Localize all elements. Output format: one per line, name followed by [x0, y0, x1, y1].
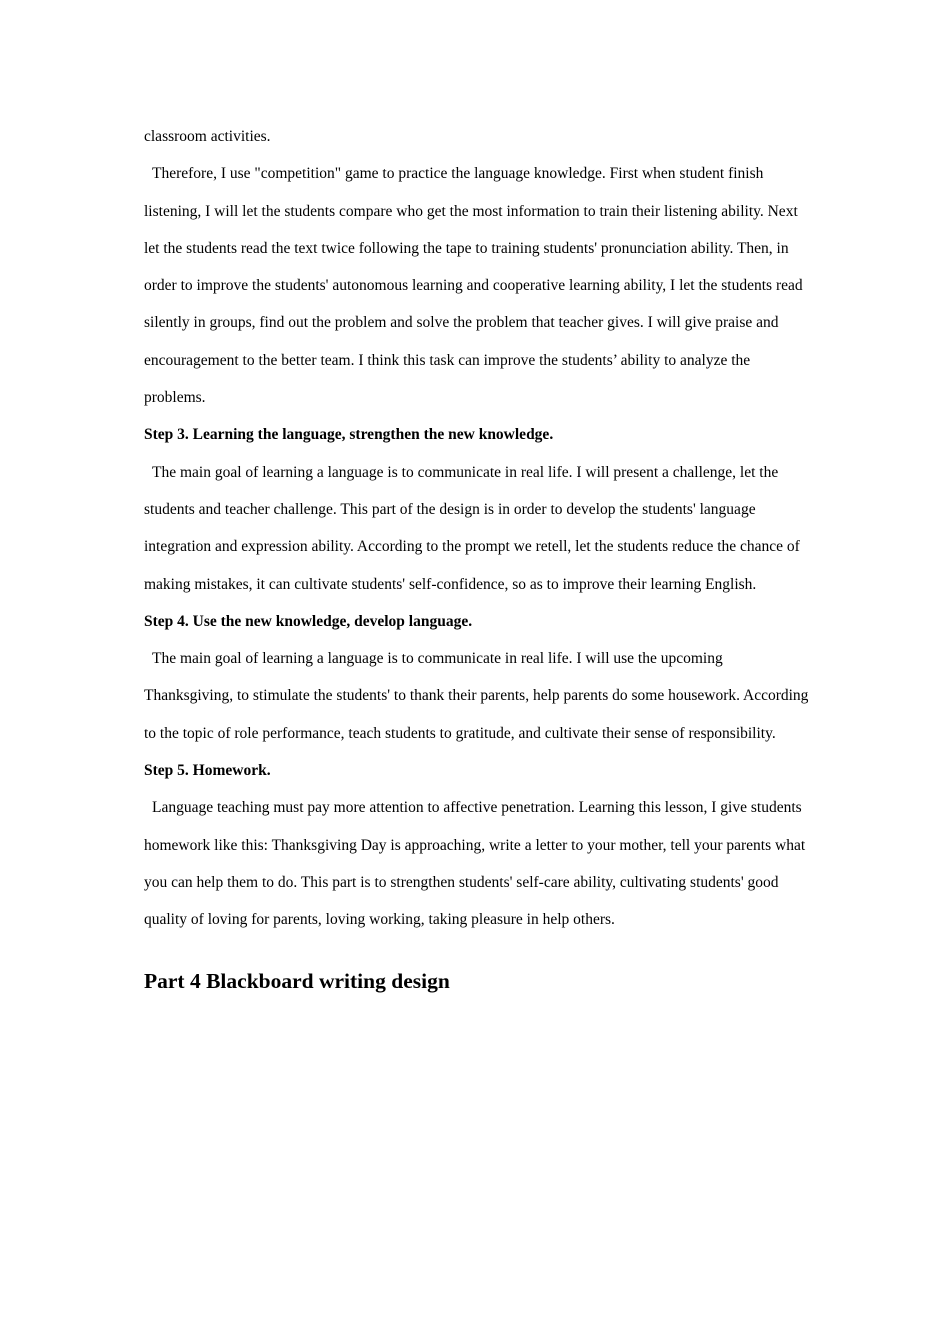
step4-heading: Step 4. Use the new knowledge, develop language.	[144, 612, 473, 630]
document-page	[144, 118, 813, 1001]
step4-paragraph: The main goal of learning a language is to communicate in real life. I will use the upcoming Thanksgiving, to stimulate the students' to thank their parents, help parents do some housework. According to the topic of role performance, teach students to gratitude, and cultivate their sense of responsibility.	[144, 650, 813, 742]
part4-heading: Part 4 Blackboard writing design	[144, 968, 450, 993]
step3-heading: Step 3. Learning the language, strengthen the new knowledge.	[144, 426, 554, 444]
step3-paragraph: The main goal of learning a language is to communicate in real life. I will present a challenge, let the students and teacher challenge. This part of the design is in order to develop the students' language integration and expression ability. According to the prompt we retell, let the students reduce the chance of making mistakes, it can cultivate students' self-confidence, so as to improve their learning English.	[144, 463, 804, 593]
opening-fragment: classroom activities.	[144, 128, 271, 145]
step5-heading: Step 5. Homework.	[144, 762, 271, 780]
step2-paragraph: Therefore, I use "competition" game to practice the language knowledge. First when student finish listening, I will let the students compare who get the most information to train their listening ability. Next let the students read the text twice following the tape to training students' pronunciation ability. Then, in order to improve the students' autonomous learning and cooperative learning ability, I let the students read silently in groups, find out the problem and solve the problem that teacher gives. I will give praise and encouragement to the better team. I think this task can improve the students’ ability to analyze the problems.	[144, 165, 807, 407]
step5-paragraph: Language teaching must pay more attention to affective penetration. Learning this lesson, I give students homework like this: Thanksgiving Day is approaching, write a letter to your mother, tell your parents what you can help them to do. This part is to strengthen students' self-care ability, cultivating students' good quality of loving for parents, loving working, taking pleasure in help others.	[144, 799, 810, 929]
